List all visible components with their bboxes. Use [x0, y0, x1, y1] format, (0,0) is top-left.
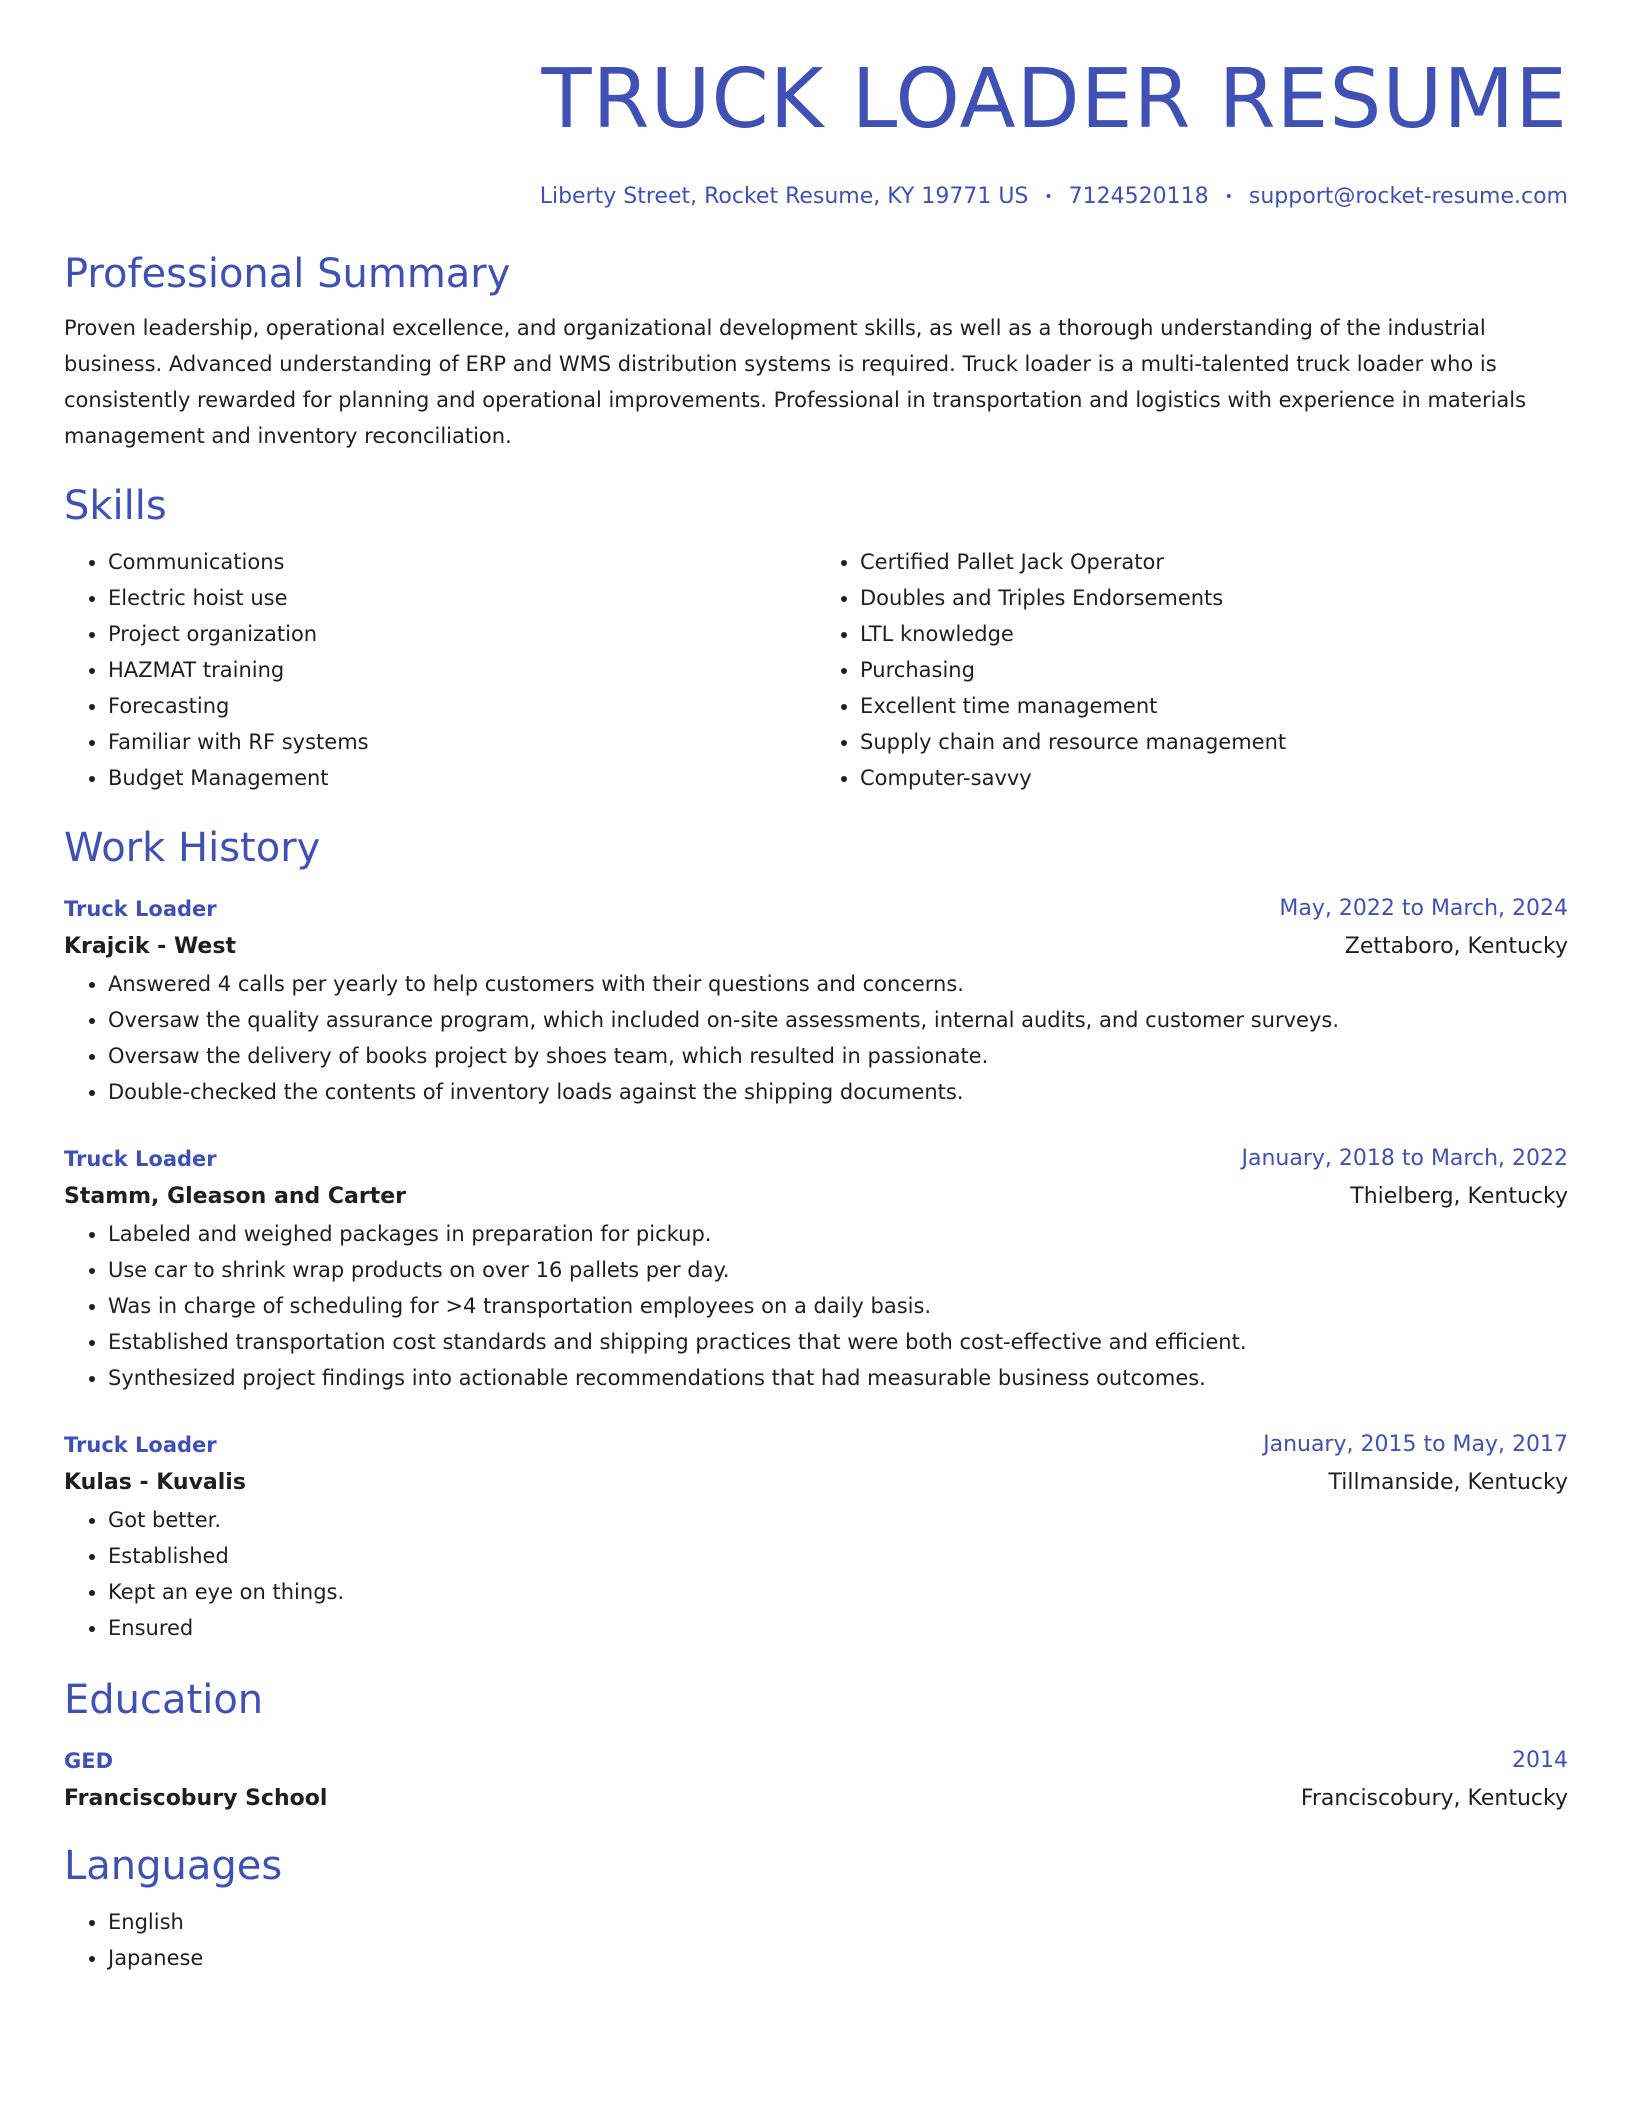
education-section — [64, 1674, 1568, 1818]
job-bullet: • Synthesized project findings into actionable recommendations that had measurable business outcomes. — [108, 1360, 1568, 1396]
work-history-heading: Work History — [64, 825, 321, 871]
job-location: Thielberg, Kentucky — [1350, 1184, 1568, 1209]
contact-phone: 7124520118 — [1068, 184, 1209, 209]
job-company: Stamm, Gleason and Carter — [64, 1184, 407, 1209]
job-bullet: • Kept an eye on things. — [108, 1574, 1568, 1610]
job-entry — [64, 1140, 1568, 1396]
skill-item: • Certified Pallet Jack Operator — [860, 544, 1568, 580]
education-heading: Education — [64, 1677, 264, 1723]
job-entry — [64, 890, 1568, 1110]
skill-item: • Familiar with RF systems — [108, 724, 816, 760]
skill-item: • Computer-savvy — [860, 760, 1568, 796]
skills-grid — [64, 544, 1568, 796]
skills-column-right — [816, 544, 1568, 796]
skill-item: • Communications — [108, 544, 816, 580]
languages-heading: Languages — [64, 1843, 283, 1889]
work-history-section — [64, 822, 1568, 1646]
job-title: Truck Loader — [64, 897, 217, 921]
job-dates: May, 2022 to March, 2024 — [1279, 896, 1568, 921]
job-bullet: • Oversaw the quality assurance program, which included on-site assessments, internal audits, and customer surveys. — [108, 1002, 1568, 1038]
skill-item: • HAZMAT training — [108, 652, 816, 688]
contact-address: Liberty Street, Rocket Resume, KY 19771 US — [539, 184, 1029, 209]
job-header-row — [64, 890, 1568, 928]
summary-heading: Professional Summary — [64, 251, 511, 297]
summary-section — [64, 248, 1568, 454]
job-header-row — [64, 1140, 1568, 1178]
skill-item: • Electric hoist use — [108, 580, 816, 616]
skills-list-right — [816, 544, 1568, 796]
skills-list-left — [64, 544, 816, 796]
education-entry — [64, 1742, 1568, 1818]
contact-email: support@rocket-resume.com — [1248, 184, 1568, 209]
skill-item: • Budget Management — [108, 760, 816, 796]
job-bullet: • Oversaw the delivery of books project by shoes team, which resulted in passionate. — [108, 1038, 1568, 1074]
job-company-row — [64, 1178, 1568, 1216]
languages-list — [64, 1904, 1568, 1976]
language-item: • Japanese — [108, 1940, 1568, 1976]
skill-item: • Supply chain and resource management — [860, 724, 1568, 760]
skills-heading: Skills — [64, 483, 167, 529]
skills-section — [64, 480, 1568, 796]
language-item: • English — [108, 1904, 1568, 1940]
education-header-row — [64, 1742, 1568, 1780]
education-school: Franciscobury School — [64, 1786, 328, 1811]
languages-section — [64, 1840, 1568, 1976]
job-bullet: • Established transportation cost standards and shipping practices that were both cost-effective and efficient. — [108, 1324, 1568, 1360]
skill-item: • LTL knowledge — [860, 616, 1568, 652]
skill-item: • Project organization — [108, 616, 816, 652]
education-school-row — [64, 1780, 1568, 1818]
education-location: Franciscobury, Kentucky — [1300, 1786, 1568, 1811]
bullet-separator: • — [1044, 189, 1053, 205]
job-dates: January, 2018 to March, 2022 — [1241, 1146, 1568, 1171]
skill-item: • Excellent time management — [860, 688, 1568, 724]
resume-header — [64, 0, 1568, 212]
job-title: Truck Loader — [64, 1433, 217, 1457]
job-bullet: • Ensured — [108, 1610, 1568, 1646]
job-bullet: • Got better. — [108, 1502, 1568, 1538]
summary-text: Proven leadership, operational excellence, and organizational development skills, as well as a thorough understanding of the industrial business. Advanced understanding of ERP and WMS distribution systems is required. Truck loader is a multi-talented truck loader who is consistently rewarded for planning and operational improvements. Professional in transportation and logistics with experience in materials management and inventory reconciliation. — [64, 316, 1527, 448]
skill-item: • Purchasing — [860, 652, 1568, 688]
job-bullets — [64, 1502, 1568, 1646]
job-bullets — [64, 1216, 1568, 1396]
contact-line — [64, 182, 1568, 212]
resume-title: TRUCK LOADER RESUME — [541, 52, 1568, 147]
job-dates: January, 2015 to May, 2017 — [1263, 1432, 1568, 1457]
job-entry — [64, 1426, 1568, 1646]
job-bullet: • Established — [108, 1538, 1568, 1574]
bullet-separator: • — [1224, 189, 1233, 205]
skill-item: • Doubles and Triples Endorsements — [860, 580, 1568, 616]
job-bullet: • Was in charge of scheduling for >4 transportation employees on a daily basis. — [108, 1288, 1568, 1324]
skill-item: • Forecasting — [108, 688, 816, 724]
education-degree: GED — [64, 1749, 114, 1773]
job-company-row — [64, 928, 1568, 966]
education-year: 2014 — [1512, 1748, 1568, 1773]
job-location: Tillmanside, Kentucky — [1328, 1470, 1568, 1495]
job-title: Truck Loader — [64, 1147, 217, 1171]
job-location: Zettaboro, Kentucky — [1344, 934, 1568, 959]
skills-column-left — [64, 544, 816, 796]
job-bullet: • Labeled and weighed packages in preparation for pickup. — [108, 1216, 1568, 1252]
job-company: Krajcik - West — [64, 934, 236, 959]
job-company: Kulas - Kuvalis — [64, 1470, 246, 1495]
job-bullets — [64, 966, 1568, 1110]
job-header-row — [64, 1426, 1568, 1464]
job-company-row — [64, 1464, 1568, 1502]
job-bullet: • Double-checked the contents of inventory loads against the shipping documents. — [108, 1074, 1568, 1110]
job-bullet: • Use car to shrink wrap products on over 16 pallets per day. — [108, 1252, 1568, 1288]
job-bullet: • Answered 4 calls per yearly to help customers with their questions and concerns. — [108, 966, 1568, 1002]
